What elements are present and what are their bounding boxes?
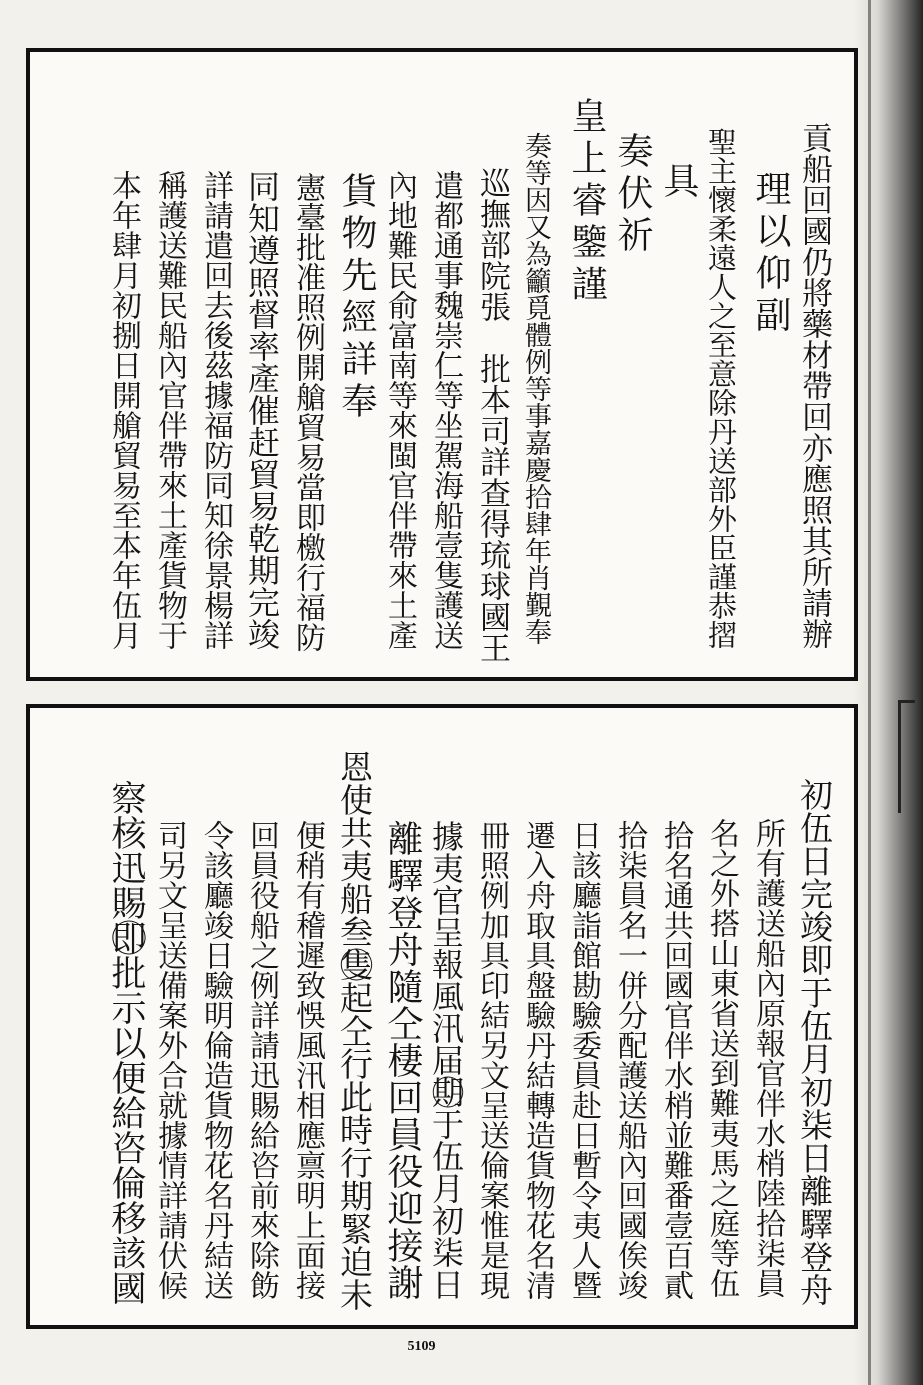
text-column: 奏伏祈: [612, 132, 653, 258]
text-column: 內地難民俞富南等來閩官伴帶來土產: [382, 170, 417, 650]
text-column: 司另文呈送備案外合就據情詳請伏候: [152, 820, 187, 1300]
text-column: 皇上睿鑒謹: [566, 97, 607, 307]
text-column: 據夷官呈報風汛届期⃝于伍月初柒日: [427, 820, 465, 1300]
page-number: 5109: [407, 1339, 436, 1354]
text-column: 奏等因又為籲覓體例等事嘉慶拾肆年肖覲奉: [520, 132, 551, 645]
text-column: 理以仰副: [750, 170, 791, 338]
upper-text-panel: [26, 48, 858, 681]
text-column: 察核迅賜即⃝批示以便給咨倫移該國: [106, 780, 146, 1305]
text-column: 詳請遣回去後茲據福防同知徐景楊詳: [198, 170, 233, 650]
text-column: 名之外搭山東省送到難夷馬之庭等伍: [704, 818, 739, 1298]
text-column: 初伍日完竣即于伍月初柒日離驛登舟: [795, 778, 834, 1306]
text-column: 稱護送難民船內官伴帶來土產貨物于: [152, 170, 187, 650]
lower-text-panel: [26, 704, 858, 1329]
text-column: 巡撫部院張 批本司詳查得琉球國王: [474, 167, 510, 663]
text-column: 便稍有稽遲致悞風汛相應禀明上面接: [290, 820, 325, 1300]
text-column: 具: [658, 162, 699, 204]
text-column: 貢船回國仍將藥材帶回亦應照其所請辦: [796, 122, 832, 649]
text-column: 恩使共夷船叁隻⃝起仝行此時行期緊迫未: [335, 750, 374, 1311]
text-column: 日該廳詣館勘驗委員赴日暫令夷人暨: [566, 820, 601, 1300]
text-column: 本年肆月初捌日開艙貿易至本年伍月: [106, 170, 141, 650]
text-column: 回員役船之例詳請迅賜給咨前來除飭: [244, 820, 279, 1300]
text-column: 聖主懷柔遠人之至意除丹送部外臣謹恭摺: [704, 127, 738, 649]
text-column: 離驛登舟隨仝棲回員役迎接謝: [382, 820, 423, 1301]
text-column: 憲臺批准照例開艙貿易當即檄行福防: [290, 172, 325, 652]
book-binding-shadow: [853, 0, 923, 1385]
text-column: 冊照例加具印結另文呈送倫案惟是現: [474, 820, 509, 1300]
text-column: 同知遵照督率產催赶貿易乾期完竣: [243, 170, 281, 650]
text-column: 令該廳竣日驗明倫造貨物花名丹結送: [198, 820, 233, 1300]
text-column: 遷入舟取具盤驗丹結轉造貨物花名清: [520, 820, 555, 1300]
text-column: 拾名通共回國官伴水梢並難番壹百貳: [658, 820, 693, 1300]
text-column: 遣都通事魏崇仁等坐駕海船壹隻護送: [428, 170, 463, 650]
text-column: 貨物先經詳奉: [336, 172, 377, 424]
text-column: 所有護送船內原報官伴水梢陸拾柒員: [750, 818, 785, 1298]
adjacent-page-frame-edge: [898, 700, 915, 813]
text-column: 拾柒員名一併分配護送船內回國俟竣: [612, 820, 647, 1300]
